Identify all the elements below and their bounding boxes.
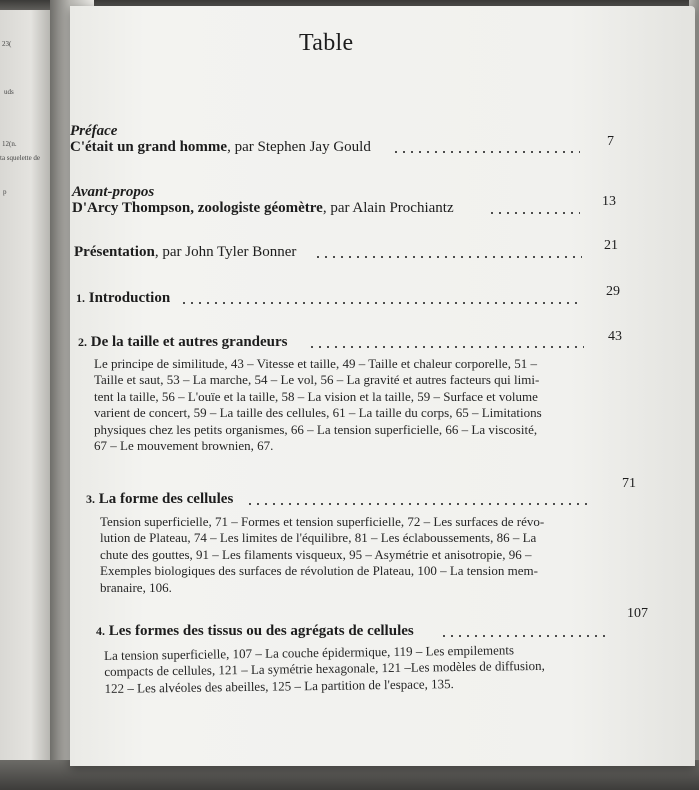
- presentation-title: Présentation: [74, 244, 155, 260]
- presentation-page-number: 21: [604, 238, 618, 253]
- presentation-leader-dots: [314, 255, 582, 259]
- chapter-2-number: 2.: [78, 335, 87, 349]
- preface-leader-dots: [392, 150, 580, 154]
- chapter-2-description-line: varient de concert, 59 – La taille des cellules, 61 – La taille du corps, 65 – Limitations: [94, 405, 542, 421]
- preface-author: , par Stephen Jay Gould: [227, 139, 371, 155]
- chapter-1-page-number: 29: [606, 284, 620, 299]
- chapter-3-description-line: branaire, 106.: [100, 579, 172, 595]
- chapter-4-description-line: compacts de cellules, 121 – La symétrie hexagonale, 121 –Les modèles de diffusion,: [104, 658, 545, 680]
- chapter-1-title: Introduction: [88, 290, 171, 306]
- chapter-2-leader-dots: [308, 345, 584, 349]
- chapter-2-title: De la taille et autres grandeurs: [90, 334, 288, 350]
- contents-page: [70, 6, 695, 766]
- chapter-2-entry: [78, 334, 288, 351]
- chapter-3-description-line: lution de Plateau, 74 – Les limites de l'équilibre, 81 – Les éclaboussements, 86 – La: [100, 530, 537, 546]
- chapter-4-leader-dots: [440, 634, 608, 638]
- chapter-3-description-line: Tension superficielle, 71 – Formes et tension superficielle, 72 – Les surfaces de révo-: [100, 514, 545, 529]
- avant-propos-title: D'Arcy Thompson, zoologiste géomètre: [72, 200, 323, 216]
- chapter-4-entry: [96, 623, 414, 640]
- presentation-author: , par John Tyler Bonner: [154, 244, 297, 260]
- avant-propos-page-number: 13: [602, 194, 616, 209]
- left-page-fragment: p: [3, 188, 7, 196]
- chapter-3-title: La forme des cellules: [98, 491, 234, 507]
- avant-propos-label: Avant-propos: [72, 184, 155, 200]
- avant-propos-author: , par Alain Prochiantz: [322, 200, 454, 216]
- page-title: Table: [299, 30, 354, 56]
- chapter-1-number: 1.: [76, 291, 85, 305]
- chapter-3-description: [100, 514, 544, 596]
- left-page-fragment: uds: [4, 88, 14, 96]
- preface-title: C'était un grand homme: [70, 139, 228, 155]
- chapter-2-description-line: Taille et saut, 53 – La marche, 54 – Le vol, 56 – La gravité et autres facteurs qui limi-: [94, 372, 540, 388]
- chapter-2-description-line: tent la taille, 56 – L'ouïe et la taille, 58 – La vision et la taille, 59 – Surface et volume: [94, 388, 538, 404]
- chapter-3-leader-dots: [246, 502, 590, 506]
- chapter-2-description-line: physiques chez les petits organismes, 66 – La tension superficielle, 66 – La viscosité,: [94, 421, 538, 437]
- chapter-2-description-line: 67 – Le mouvement brownien, 67.: [94, 438, 274, 454]
- chapter-3-page-number: 71: [622, 476, 636, 491]
- chapter-3-number: 3.: [86, 492, 95, 506]
- left-page-fragment: ta squelette de: [0, 154, 41, 162]
- left-page-fragment: 23(: [2, 40, 12, 48]
- chapter-4-description-line: 122 – Les alvéoles des abeilles, 125 – La partition de l'espace, 135.: [104, 675, 454, 696]
- chapter-4-title: Les formes des tissus ou des agrégats de cellules: [108, 623, 414, 639]
- chapter-2-description-line: Le principe de similitude, 43 – Vitesse et taille, 49 – Taille et chaleur corporelle, 51 –: [94, 356, 537, 371]
- chapter-2-page-number: 43: [608, 329, 622, 344]
- chapter-3-entry: [86, 491, 233, 508]
- chapter-3-description-line: Exemples biologiques des surfaces de révolution de Plateau, 100 – La tension mem-: [100, 563, 538, 579]
- chapter-2-description: [94, 356, 542, 454]
- avant-propos-leader-dots: [488, 211, 580, 215]
- preface-entry: [70, 139, 371, 156]
- chapter-1-leader-dots: [180, 301, 582, 305]
- preface-label: Préface: [70, 123, 118, 139]
- preface-page-number: 7: [607, 134, 614, 149]
- chapter-4-description-line: La tension superficielle, 107 – La couche épidermique, 119 – Les empilements: [104, 642, 515, 663]
- presentation-entry: [74, 244, 296, 261]
- chapter-4-page-number: 107: [627, 606, 648, 621]
- left-page-fragment: 12(n.: [2, 140, 17, 148]
- chapter-1-entry: [76, 290, 170, 307]
- left-page-edge: [0, 10, 56, 790]
- chapter-4-description: [104, 642, 545, 697]
- chapter-3-description-line: chute des gouttes, 91 – Les filaments visqueux, 95 – Asymétrie et anisotropie, 96 –: [100, 546, 532, 562]
- avant-propos-entry: [72, 200, 454, 217]
- chapter-4-number: 4.: [96, 624, 105, 638]
